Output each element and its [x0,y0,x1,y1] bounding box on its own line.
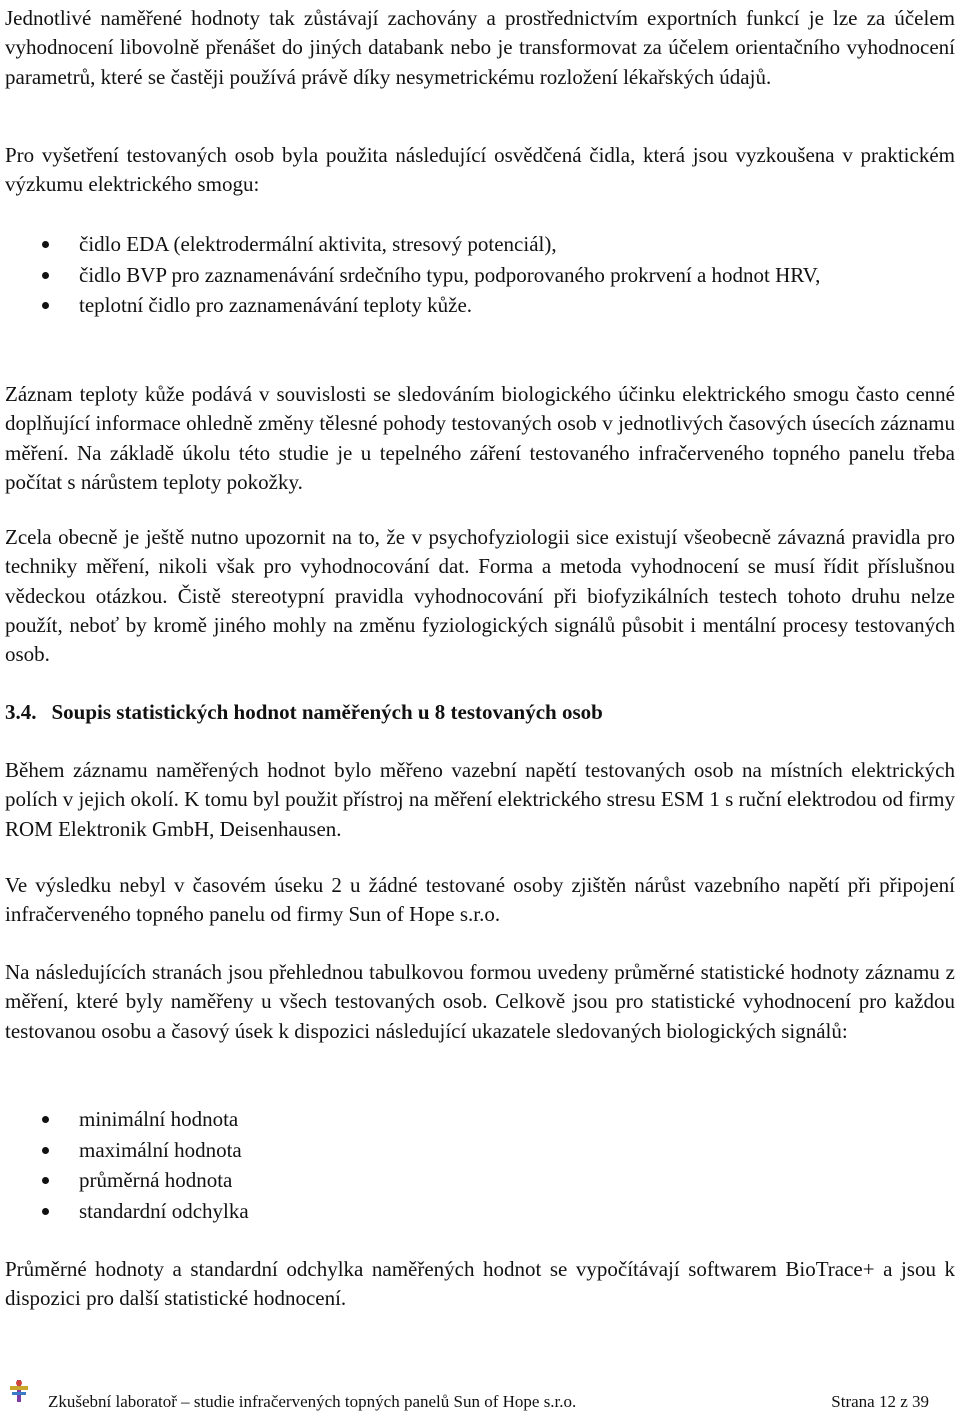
lab-logo-icon [8,1378,30,1404]
section-number: 3.4. [5,700,37,724]
list-item: minimální hodnota [5,1104,955,1135]
paragraph-psychophysiology: Zcela obecně je ještě nutno upozornit na to, že v psychofyziologii sice existují všeobecně závazná pravidla pro techniky měření, nikoli však pro vyhodnocování dat. Forma a metoda vyhodnocení se musí řídit příslušnou vědeckou otázkou. Čistě stereotypní pravidla vyhodnocování při biofyzikálních testech tohoto druhu nelze použít, neboť by kromě jiného mohly na změnu fyziologických signálů působit i mentální procesy testovaných osob. [5,525,955,667]
indicator-list [5,1104,955,1226]
list-item: maximální hodnota [5,1135,955,1166]
paragraph-result: Ve výsledku nebyl v časovém úseku 2 u žádné testované osoby zjištěn nárůst vazebního napětí při připojení infračerveného topného panelu od firmy Sun of Hope s.r.o. [5,873,955,927]
list-item: standardní odchylka [5,1196,955,1227]
sensor-list [5,229,955,321]
list-item: teplotní čidlo pro zaznamenávání teploty kůže. [5,290,955,321]
paragraph-sensors-intro: Pro vyšetření testovaných osob byla použita následující osvědčená čidla, která jsou vyzkoušena v praktickém výzkumu elektrického smogu: [5,143,955,197]
page-footer [0,1374,960,1416]
paragraph-coupling-voltage: Během záznamu naměřených hodnot bylo měřeno vazební napětí testovaných osob na místních elektrických polích v jejich okolí. K tomu byl použit přístroj na měření elektrického stresu ESM 1 s ruční elektrodou od firmy ROM Elektronik GmbH, Deisenhausen. [5,758,955,841]
paragraph-export: Jednotlivé naměřené hodnoty tak zůstávají zachovány a prostřednictvím exportních funkcí je lze za účelem vyhodnocení libovolně přenášet do jiných databank nebo je transformovat za účelem orientačního vyhodnocení parametrů, které se častěji používá právě díky nesymetrickému rozložení lékařských údajů. [5,6,955,89]
paragraph-averages: Průměrné hodnoty a standardní odchylka naměřených hodnot se vypočítávají softwarem BioTrace+ a jsou k dispozici pro další statistické hodnocení. [5,1257,955,1311]
section-heading [5,698,955,727]
section-title: Soupis statistických hodnot naměřených u 8 testovaných osob [51,700,603,724]
paragraph-statistics-intro: Na následujících stranách jsou přehlednou tabulkovou formou uvedeny průměrné statistické hodnoty záznamu z měření, které byly naměřeny u všech testovaných osob. Celkově jsou pro statistické vyhodnocení pro každou testovanou osobu a časový úsek k dispozici následující ukazatele sledovaných biologických signálů: [5,960,955,1043]
paragraph-skin-temperature: Záznam teploty kůže podává v souvislosti se sledováním biologického účinku elektrického smogu často cenné doplňující informace ohledně změny tělesné pohody testovaných osob v jednotlivých časových úsecích záznamu měření. Na základě úkolu této studie je u tepelného záření testovaného infračerveného topného panelu třeba počítat s nárůstem teploty pokožky. [5,382,955,494]
footer-text: Zkušební laboratoř – studie infračervených topných panelů Sun of Hope s.r.o. [48,1392,577,1411]
list-item: průměrná hodnota [5,1165,955,1196]
list-item: čidlo BVP pro zaznamenávání srdečního typu, podporovaného prokrvení a hodnot HRV, [5,260,955,291]
list-item: čidlo EDA (elektrodermální aktivita, stresový potenciál), [5,229,955,260]
page-number: Strana 12 z 39 [831,1392,929,1411]
